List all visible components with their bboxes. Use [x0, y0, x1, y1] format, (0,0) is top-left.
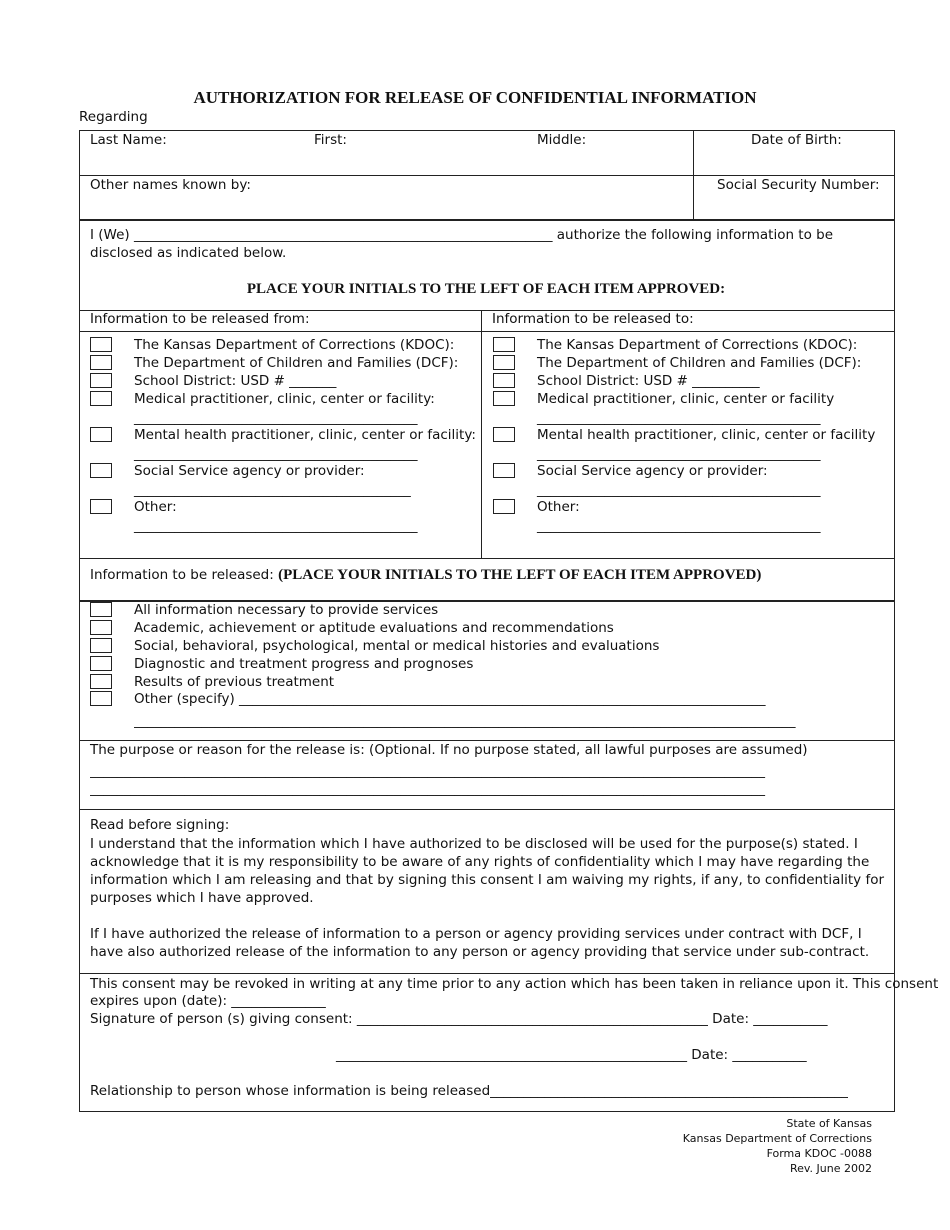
checkbox-info-all[interactable]: [90, 602, 112, 617]
from-item-mental-health: Mental health practitioner, clinic, center or facility:: [134, 427, 476, 443]
checkbox-from-dcf[interactable]: [90, 355, 112, 370]
info-released-instruction: (PLACE YOUR INITIALS TO THE LEFT OF EACH ITEM APPROVED): [278, 567, 762, 583]
checkbox-to-social-service[interactable]: [493, 463, 515, 478]
checkbox-from-school-district[interactable]: [90, 373, 112, 388]
checkbox-info-diagnostic[interactable]: [90, 656, 112, 671]
to-item-dcf: The Department of Children and Families (DCF):: [537, 355, 862, 371]
from-mental-health-blank[interactable]: __________________________________________: [134, 446, 418, 462]
checkbox-info-other[interactable]: [90, 691, 112, 706]
expires-field[interactable]: expires upon (date): ______________: [90, 993, 326, 1009]
checkbox-to-medical[interactable]: [493, 391, 515, 406]
middle-name-field[interactable]: Middle:: [537, 132, 587, 148]
to-item-other: Other:: [537, 499, 580, 515]
form-border-left: [79, 130, 80, 1112]
divider: [79, 973, 895, 974]
form-border-right: [894, 130, 895, 1112]
signature-field[interactable]: Signature of person (s) giving consent: ____________________________________________________ Date: ___________: [90, 1011, 828, 1027]
from-item-social-service: Social Service agency or provider:: [134, 463, 365, 479]
to-item-medical: Medical practitioner, clinic, center or facility: [537, 391, 835, 407]
info-item-diagnostic: Diagnostic and treatment progress and prognoses: [134, 656, 474, 672]
checkbox-to-dcf[interactable]: [493, 355, 515, 370]
info-other-blank[interactable]: __________________________________________________________________________________________________: [134, 713, 796, 729]
checkbox-info-academic[interactable]: [90, 620, 112, 635]
info-item-social: Social, behavioral, psychological, mental or medical histories and evaluations: [134, 638, 660, 654]
info-item-other[interactable]: Other (specify) ______________________________________________________________________________: [134, 691, 766, 707]
purpose-blank-2[interactable]: ____________________________________________________________________________________________________: [90, 781, 765, 797]
initials-instruction: PLACE YOUR INITIALS TO THE LEFT OF EACH ITEM APPROVED:: [246, 281, 726, 297]
checkbox-from-social-service[interactable]: [90, 463, 112, 478]
signature-field-2[interactable]: ____________________________________________________ Date: ___________: [336, 1047, 807, 1063]
to-medical-blank[interactable]: __________________________________________: [537, 410, 821, 426]
purpose-blank-1[interactable]: ____________________________________________________________________________________________________: [90, 763, 765, 779]
from-item-dcf: The Department of Children and Families (DCF):: [134, 355, 459, 371]
from-item-other: Other:: [134, 499, 177, 515]
checkbox-from-other[interactable]: [90, 499, 112, 514]
date-of-birth-field[interactable]: Date of Birth:: [751, 132, 842, 148]
from-other-blank[interactable]: __________________________________________: [134, 518, 418, 534]
info-released-header: [90, 567, 761, 584]
ssn-field[interactable]: Social Security Number:: [717, 177, 880, 193]
info-released-label: Information to be released:: [90, 567, 274, 583]
checkbox-to-kdoc[interactable]: [493, 337, 515, 352]
checkbox-info-social[interactable]: [90, 638, 112, 653]
info-item-academic: Academic, achievement or aptitude evaluations and recommendations: [134, 620, 614, 636]
footer-form-number: Forma KDOC -0088: [766, 1147, 872, 1160]
footer-state: State of Kansas: [786, 1117, 872, 1130]
to-item-school-district[interactable]: School District: USD # __________: [537, 373, 760, 389]
from-item-kdoc: The Kansas Department of Corrections (KDOC):: [134, 337, 455, 353]
read-before-heading: Read before signing:: [90, 817, 230, 833]
regarding-label: Regarding: [79, 109, 148, 125]
to-item-social-service: Social Service agency or provider:: [537, 463, 768, 479]
checkbox-info-previous-treatment[interactable]: [90, 674, 112, 689]
divider: [79, 219, 895, 221]
authorize-line-2: disclosed as indicated below.: [90, 245, 287, 261]
from-social-service-blank[interactable]: _________________________________________: [134, 482, 411, 498]
checkbox-to-school-district[interactable]: [493, 373, 515, 388]
footer-revision: Rev. June 2002: [789, 1162, 872, 1175]
divider: [481, 310, 482, 559]
relationship-field[interactable]: Relationship to person whose information is being released_____________________________________________________: [90, 1083, 848, 1099]
info-item-previous-treatment: Results of previous treatment: [134, 674, 335, 690]
purpose-label: The purpose or reason for the release is: (Optional. If no purpose stated, all lawful purposes are assumed): [90, 742, 808, 758]
checkbox-to-mental-health[interactable]: [493, 427, 515, 442]
checkbox-from-kdoc[interactable]: [90, 337, 112, 352]
checkbox-from-mental-health[interactable]: [90, 427, 112, 442]
to-social-service-blank[interactable]: __________________________________________: [537, 482, 821, 498]
divider: [79, 130, 895, 131]
to-item-mental-health: Mental health practitioner, clinic, center or facility: [537, 427, 876, 443]
revoke-text: This consent may be revoked in writing at any time prior to any action which has been taken in reliance upon it. This consent: [90, 976, 939, 992]
released-to-header: Information to be released to:: [492, 311, 694, 327]
divider: [79, 809, 895, 810]
read-paragraph-2: If I have authorized the release of information to a person or agency providing services under contract with DCF, I have also authorized release of the information to any person or agency providing that service under sub-contract.: [90, 926, 870, 960]
divider: [693, 130, 694, 220]
form-footer: [683, 1116, 872, 1176]
from-medical-blank[interactable]: __________________________________________: [134, 410, 418, 426]
checkbox-from-medical[interactable]: [90, 391, 112, 406]
to-other-blank[interactable]: __________________________________________: [537, 518, 821, 534]
checkbox-to-other[interactable]: [493, 499, 515, 514]
divider: [79, 1111, 895, 1112]
form-title: AUTHORIZATION FOR RELEASE OF CONFIDENTIAL INFORMATION: [193, 88, 757, 107]
divider: [79, 740, 895, 741]
to-mental-health-blank[interactable]: __________________________________________: [537, 446, 821, 462]
footer-department: Kansas Department of Corrections: [682, 1132, 872, 1145]
other-names-field[interactable]: Other names known by:: [90, 177, 251, 193]
info-item-all: All information necessary to provide services: [134, 602, 439, 618]
released-from-header: Information to be released from:: [90, 311, 310, 327]
divider: [79, 558, 895, 559]
from-item-school-district[interactable]: School District: USD # _______: [134, 373, 337, 389]
divider: [79, 331, 895, 332]
divider: [79, 175, 895, 176]
first-name-field[interactable]: First:: [314, 132, 347, 148]
to-item-kdoc: The Kansas Department of Corrections (KDOC):: [537, 337, 858, 353]
from-item-medical: Medical practitioner, clinic, center or facility:: [134, 391, 435, 407]
authorize-line[interactable]: I (We) ______________________________________________________________ authorize the following information to be: [90, 227, 834, 243]
read-paragraph-1: I understand that the information which I have authorized to be disclosed will be used for the purpose(s) stated. I acknowledge that it is my responsibility to be aware of any rights of confidentiality which I may have regarding the information which I am releasing and that by signing this consent I am waiving my rights, if any, to confidentiality for purposes which I have approved.: [90, 836, 885, 906]
last-name-field[interactable]: Last Name:: [90, 132, 167, 148]
